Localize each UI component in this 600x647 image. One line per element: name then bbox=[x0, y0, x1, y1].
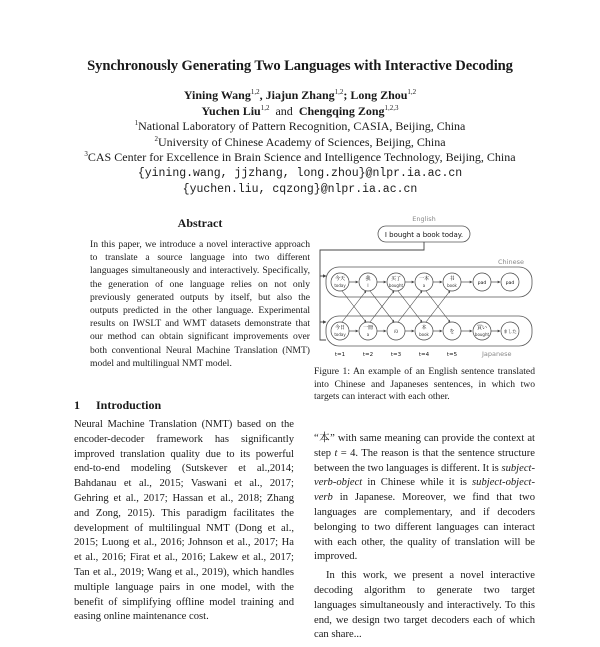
paper-title: Synchronously Generating Two Languages with Interactive Decoding bbox=[87, 58, 513, 74]
section-title: Introduction bbox=[96, 398, 162, 412]
author-block bbox=[0, 88, 600, 197]
section-number: 1 bbox=[74, 398, 80, 412]
affiliation-line bbox=[0, 119, 600, 135]
japanese-token: ました bbox=[503, 330, 517, 335]
step-labels bbox=[335, 352, 458, 358]
author-name: Yuchen Liu bbox=[201, 103, 261, 118]
japanese-token: 本 bbox=[421, 325, 427, 331]
japanese-gloss: bought bbox=[474, 332, 490, 337]
abstract-heading: Abstract bbox=[177, 216, 223, 230]
chinese-token: 今天 bbox=[334, 276, 346, 282]
paragraph: In this work, we present a novel interactive decoding algorithm to generate two target languages simultaneously and interactively. To this end, we design two target decoders each of which can share... bbox=[314, 570, 535, 641]
section-heading-introduction bbox=[74, 398, 161, 413]
step-label: t=2 bbox=[362, 352, 374, 358]
emphasis: subject-verb-object bbox=[314, 462, 535, 489]
step-label: t=3 bbox=[390, 352, 402, 358]
chinese-pad: pad bbox=[505, 281, 515, 286]
text-run: in Chinese while it is bbox=[362, 477, 473, 489]
emphasis: subject-object-verb bbox=[314, 477, 535, 504]
figure-1 bbox=[312, 212, 536, 362]
affil-mark: 1 bbox=[134, 119, 139, 128]
affiliation-text: University of Chinese Academy of Sciences, Beijing, China bbox=[157, 134, 446, 149]
paragraph bbox=[314, 432, 535, 565]
math-variable: t bbox=[334, 447, 338, 459]
author-line-2 bbox=[0, 104, 600, 120]
author-name: Long Zhou bbox=[350, 88, 408, 102]
step-label: t=5 bbox=[446, 352, 458, 358]
introduction-text: Neural Machine Translation (NMT) based on the encoder-decoder framework has significantly improved translation quality due to its powerful end-to-end modeling (Sutskever et al.,2014; Bahdanau et al., 2015; Vaswani et al., 2017; Gehring et al., 2017; Hassan et al., 2018; Zhang and Zong, 2015). This paradigm facilitates the development of multilingual NMT (Dong et al., 2015; Luong et al., 2016; Johnson et al., 2017; Ha et al., 2016; Firat et al., 2016; Lakew et al., 2017; Tan et al., 2019; Wang et al., 2019), which handles multiple language pairs in one model, with the benefit of simplifying offline model training and easing online maintenance cost. bbox=[74, 419, 294, 623]
english-sentence: I bought a book today. bbox=[384, 231, 464, 239]
japanese-gloss: today bbox=[334, 332, 346, 337]
author-affil-mark: 1,2 bbox=[334, 88, 344, 96]
chinese-pad: pad bbox=[477, 281, 487, 286]
step-label: t=4 bbox=[418, 352, 430, 358]
japanese-gloss: book bbox=[419, 332, 429, 337]
english-label: English bbox=[412, 215, 436, 223]
abstract-text: In this paper, we introduce a novel interactive approach to translate a source language into two different languages simultaneously and interactively. Specifically, the generation of one language relies on not only previously generated outputs by itself, but also the outputs predicted in the other language. Experimental results on IWSLT and WMT datasets demonstrate that our method can obtain significant improvements over both conventional Neural Machine Translation (NMT) model and multilingual NMT model. bbox=[90, 239, 310, 369]
right-column-text bbox=[314, 432, 535, 647]
author-affil-mark: 1,2 bbox=[260, 103, 270, 112]
japanese-token: を bbox=[449, 329, 455, 335]
chinese-token: 书 bbox=[449, 276, 455, 282]
email-line[interactable]: {yining.wang, jjzhang, long.zhou}@nlpr.ia.ac.cn bbox=[137, 166, 463, 180]
text-run: “本” with same meaning can provide the context at step bbox=[314, 433, 535, 459]
author-separator: , bbox=[259, 88, 266, 102]
author-line-1 bbox=[0, 88, 600, 104]
author-name: Jiajun Zhang bbox=[265, 88, 335, 102]
affil-mark: 2 bbox=[154, 134, 158, 143]
chinese-label: Chinese bbox=[498, 258, 524, 266]
author-affil-mark: 1,2,3 bbox=[384, 103, 399, 112]
japanese-label: Japanese bbox=[482, 350, 512, 358]
author-and: and bbox=[275, 103, 293, 118]
chinese-token: 一本 bbox=[418, 276, 430, 282]
affiliation-text: CAS Center for Excellence in Brain Science and Intelligence Technology, Beijing, China bbox=[87, 150, 516, 165]
japanese-token: 買い bbox=[476, 325, 488, 331]
interactive-decoding-diagram bbox=[312, 212, 536, 362]
japanese-token: 今日 bbox=[334, 325, 346, 331]
author-affil-mark: 1,2 bbox=[250, 88, 260, 96]
affiliation-line bbox=[0, 135, 600, 151]
author-name: Yining Wang bbox=[183, 88, 251, 102]
chinese-token: 买了 bbox=[390, 276, 402, 282]
author-name: Chengqing Zong bbox=[298, 103, 385, 118]
chinese-token: 我 bbox=[365, 276, 371, 282]
chinese-gloss: bought bbox=[388, 283, 404, 288]
chinese-gloss: book bbox=[447, 283, 457, 288]
affiliation-line bbox=[0, 150, 600, 166]
chinese-gloss: I bbox=[367, 283, 369, 288]
chinese-gloss: a bbox=[422, 283, 426, 288]
chinese-gloss: today bbox=[334, 283, 346, 288]
affil-mark: 3 bbox=[84, 150, 88, 159]
text-run: = 4. The reason is that the sentence structure between the two languages is different. It is bbox=[314, 447, 535, 474]
japanese-token: の bbox=[393, 329, 399, 335]
step-label: t=1 bbox=[334, 352, 346, 358]
author-separator: ; bbox=[343, 88, 351, 102]
japanese-token: 一冊 bbox=[362, 325, 374, 331]
email-line[interactable]: {yuchen.liu, cqzong}@nlpr.ia.ac.cn bbox=[182, 182, 418, 196]
affiliation-text: National Laboratory of Pattern Recognition, CASIA, Beijing, China bbox=[138, 119, 466, 134]
author-affil-mark: 1,2 bbox=[407, 88, 417, 96]
japanese-gloss: a bbox=[366, 332, 370, 337]
text-run: in Japanese. Moreover, we find that two languages are complementary, and if decoders belonging to two different languages can interact with each other, the quality of translation will be improved. bbox=[314, 492, 535, 563]
figure-caption: Figure 1: An example of an English sentence translated into Chinese and Japaneses sentences, in which two targets can interact with each other. bbox=[314, 366, 535, 403]
